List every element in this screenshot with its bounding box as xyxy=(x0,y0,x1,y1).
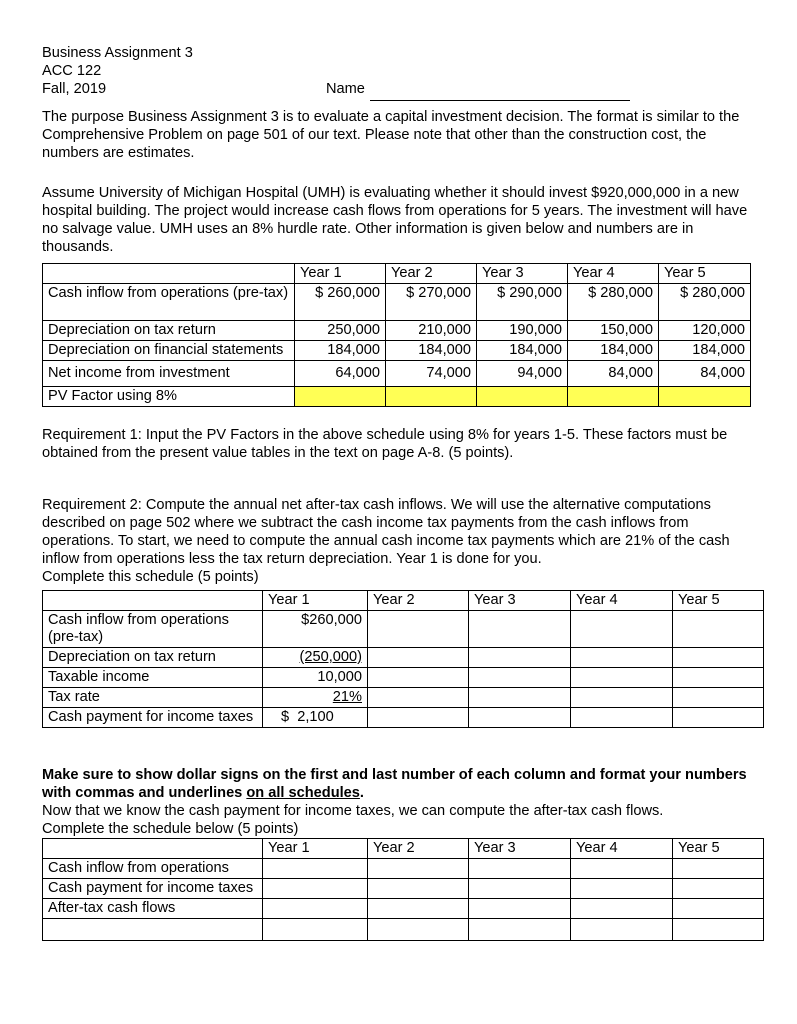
input-cell[interactable] xyxy=(673,708,764,728)
row-label: Depreciation on financial statements xyxy=(43,341,295,361)
input-cell[interactable] xyxy=(571,648,673,668)
input-cell[interactable] xyxy=(368,668,469,688)
input-cell[interactable] xyxy=(368,688,469,708)
row-label: Cash payment for income taxes xyxy=(43,708,263,728)
input-cell[interactable] xyxy=(469,919,571,941)
input-cell[interactable] xyxy=(368,879,469,899)
input-cell[interactable] xyxy=(469,668,571,688)
table-row xyxy=(43,899,764,919)
cash-flow-table xyxy=(42,263,751,407)
input-cell[interactable] xyxy=(673,668,764,688)
table-header-row xyxy=(43,264,751,284)
pv-factor-input[interactable] xyxy=(568,387,659,407)
row-label: After-tax cash flows xyxy=(43,899,263,919)
year-header: Year 1 xyxy=(263,591,368,611)
input-cell[interactable] xyxy=(571,668,673,688)
note-period: . xyxy=(359,785,364,801)
year-header: Year 3 xyxy=(469,839,571,859)
input-cell[interactable] xyxy=(673,648,764,668)
input-cell[interactable] xyxy=(368,899,469,919)
row-label: Net income from investment xyxy=(43,361,295,387)
input-cell[interactable] xyxy=(571,708,673,728)
cell-value: 64,000 xyxy=(295,361,386,387)
table-row xyxy=(43,919,764,941)
cell-value: 184,000 xyxy=(386,341,477,361)
assumption-paragraph: Assume University of Michigan Hospital (UMH) is evaluating whether it should invest $920,000,000 in a new hospital building. The project would increase cash flows from operations for 5 years. The investment will have no salvage value. UMH uses an 8% hurdle rate. Other information is given below and numbers are in thousands. xyxy=(42,185,748,255)
course-code: ACC 122 xyxy=(42,63,102,79)
input-cell[interactable] xyxy=(571,879,673,899)
note-text: Make sure to show dollar signs on the first and last number of each column and format your numbers with commas and underlines xyxy=(42,767,747,801)
cell-value: $ 260,000 xyxy=(295,284,386,321)
table-row xyxy=(43,708,764,728)
row-label: Tax rate xyxy=(43,688,263,708)
cell-value: 150,000 xyxy=(568,321,659,341)
input-cell[interactable] xyxy=(469,688,571,708)
year-header: Year 3 xyxy=(477,264,568,284)
formatting-note xyxy=(42,766,762,802)
year-header: Year 4 xyxy=(568,264,659,284)
year-header: Year 5 xyxy=(659,264,751,284)
input-cell[interactable] xyxy=(368,708,469,728)
table-row xyxy=(43,688,764,708)
input-cell[interactable] xyxy=(673,611,764,648)
year-header: Year 3 xyxy=(469,591,571,611)
after-tax-schedule xyxy=(42,838,764,941)
table-row xyxy=(43,361,751,387)
input-cell[interactable] xyxy=(469,879,571,899)
pv-factor-input[interactable] xyxy=(386,387,477,407)
cell-value: 120,000 xyxy=(659,321,751,341)
year-header: Year 2 xyxy=(368,839,469,859)
year1-cell xyxy=(263,688,368,708)
assignment-title: Business Assignment 3 xyxy=(42,45,193,61)
cell-value: $ 270,000 xyxy=(386,284,477,321)
cell-value: 250,000 xyxy=(295,321,386,341)
year-header: Year 2 xyxy=(368,591,469,611)
schedule-instruction: Complete the schedule below (5 points) xyxy=(42,821,299,837)
cell-value: 184,000 xyxy=(568,341,659,361)
pv-factor-input[interactable] xyxy=(295,387,386,407)
cell-value: $ 280,000 xyxy=(659,284,751,321)
year1-value: (250,000) xyxy=(299,649,362,665)
row-label: Cash inflow from operations (pre-tax) xyxy=(43,611,263,648)
input-cell[interactable] xyxy=(263,919,368,941)
row-label xyxy=(43,919,263,941)
cell-value: $ 280,000 xyxy=(568,284,659,321)
table-row xyxy=(43,879,764,899)
intro-paragraph: The purpose Business Assignment 3 is to evaluate a capital investment decision. The format is similar to the Comprehensive Problem on page 501 of our text. Please note that other than the construction cost, the numbers are estimates. xyxy=(42,109,740,161)
row-label: Cash payment for income taxes xyxy=(43,879,263,899)
input-cell[interactable] xyxy=(469,708,571,728)
year-header: Year 5 xyxy=(673,591,764,611)
year1-cell xyxy=(263,648,368,668)
input-cell[interactable] xyxy=(571,859,673,879)
doc-header xyxy=(42,44,762,98)
table-row xyxy=(43,648,764,668)
table-row xyxy=(43,859,764,879)
row-label: Cash inflow from operations xyxy=(43,859,263,879)
cell-value: 190,000 xyxy=(477,321,568,341)
year-header: Year 1 xyxy=(263,839,368,859)
table-header-row xyxy=(43,591,764,611)
year-header: Year 4 xyxy=(571,591,673,611)
input-cell[interactable] xyxy=(263,859,368,879)
term: Fall, 2019 xyxy=(42,81,107,97)
input-cell[interactable] xyxy=(673,919,764,941)
row-label: Taxable income xyxy=(43,668,263,688)
table-row xyxy=(43,284,751,321)
cell-value: 184,000 xyxy=(659,341,751,361)
cell-value: 84,000 xyxy=(568,361,659,387)
input-cell[interactable] xyxy=(571,919,673,941)
year-header: Year 5 xyxy=(673,839,764,859)
table-row xyxy=(43,611,764,648)
cell-value: 184,000 xyxy=(295,341,386,361)
input-cell[interactable] xyxy=(368,919,469,941)
input-cell[interactable] xyxy=(368,648,469,668)
row-label: Depreciation on tax return xyxy=(43,321,295,341)
requirement-2-instruction: Complete this schedule (5 points) xyxy=(42,569,259,585)
row-label: Cash inflow from operations (pre-tax) xyxy=(43,284,295,321)
empty-header-cell xyxy=(43,591,263,611)
input-cell[interactable] xyxy=(571,899,673,919)
table-row xyxy=(43,341,751,361)
cell-value: 184,000 xyxy=(477,341,568,361)
input-cell[interactable] xyxy=(469,648,571,668)
year-header: Year 4 xyxy=(571,839,673,859)
pv-factor-row xyxy=(43,387,751,407)
cell-value: 84,000 xyxy=(659,361,751,387)
input-cell[interactable] xyxy=(263,879,368,899)
name-label: Name xyxy=(326,81,365,97)
input-cell[interactable] xyxy=(673,859,764,879)
input-cell[interactable] xyxy=(571,688,673,708)
pv-factor-input[interactable] xyxy=(659,387,751,407)
requirement-1: Requirement 1: Input the PV Factors in the above schedule using 8% for years 1-5. These factors must be obtained from the present value tables in the text on page A-8. (5 points). xyxy=(42,427,728,461)
year-header: Year 1 xyxy=(295,264,386,284)
input-cell[interactable] xyxy=(469,859,571,879)
note-emphasis: on all schedules xyxy=(246,785,360,801)
table-row xyxy=(43,321,751,341)
year1-value: 10,000 xyxy=(263,668,368,688)
empty-header-cell xyxy=(43,839,263,859)
input-cell[interactable] xyxy=(673,879,764,899)
empty-header-cell xyxy=(43,264,295,284)
row-label: PV Factor using 8% xyxy=(43,387,295,407)
pv-factor-input[interactable] xyxy=(477,387,568,407)
cell-value: 94,000 xyxy=(477,361,568,387)
income-tax-schedule xyxy=(42,590,764,728)
year1-value: 21% xyxy=(332,689,362,705)
input-cell[interactable] xyxy=(368,611,469,648)
year1-value: $ 2,100 xyxy=(263,708,368,728)
input-cell[interactable] xyxy=(263,899,368,919)
input-cell[interactable] xyxy=(469,611,571,648)
table-header-row xyxy=(43,839,764,859)
input-cell[interactable] xyxy=(469,899,571,919)
row-label: Depreciation on tax return xyxy=(43,648,263,668)
table-row xyxy=(43,668,764,688)
name-field[interactable] xyxy=(370,100,630,101)
cell-value: 210,000 xyxy=(386,321,477,341)
requirement-2: Requirement 2: Compute the annual net after-tax cash inflows. We will use the alternative computations described on page 502 where we subtract the cash income tax payments from the cash inflows from operations. To start, we need to compute the annual cash income tax payments which are 21% of the cash inflow from operations less the tax return depreciation. Year 1 is done for you. xyxy=(42,497,730,567)
after-tax-intro: Now that we know the cash payment for income taxes, we can compute the after-tax cash flows. xyxy=(42,803,664,819)
year-header: Year 2 xyxy=(386,264,477,284)
input-cell[interactable] xyxy=(673,688,764,708)
input-cell[interactable] xyxy=(368,859,469,879)
cell-value: 74,000 xyxy=(386,361,477,387)
year1-value: $260,000 xyxy=(263,611,368,648)
cell-value: $ 290,000 xyxy=(477,284,568,321)
input-cell[interactable] xyxy=(571,611,673,648)
input-cell[interactable] xyxy=(673,899,764,919)
